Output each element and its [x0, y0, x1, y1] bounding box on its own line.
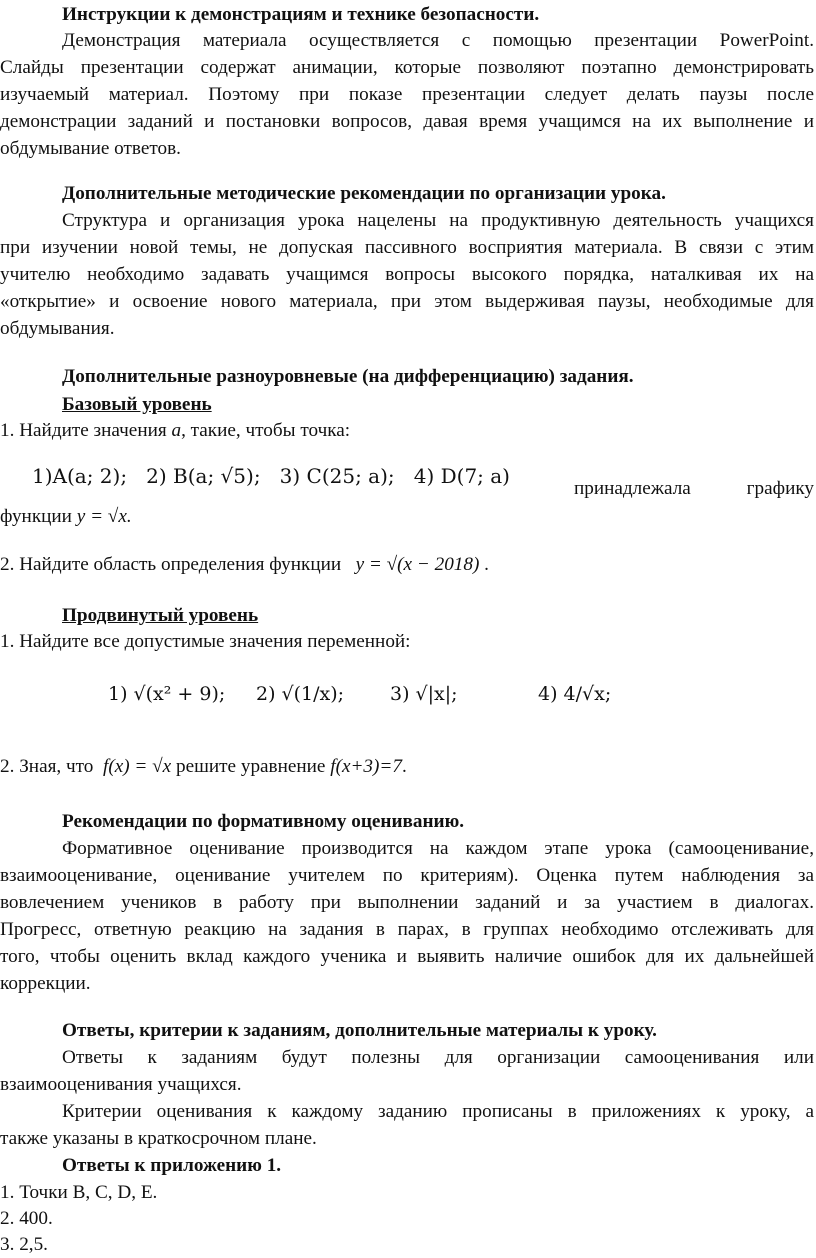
task-basic-1: 1. Найдите значения a, такие, чтобы точка:	[0, 420, 351, 441]
section-title-methods: Дополнительные методические рекомендации по организации урока.	[62, 183, 666, 204]
paragraph-line: коррекции.	[0, 973, 91, 994]
paragraph-line: того, чтобы оценить вклад каждого ученика и выявить наличие ошибок для их дальнейшей	[0, 946, 814, 967]
paragraph-line: Демонстрация материала осуществляется с помощью презентации PowerPoint.	[62, 30, 814, 51]
task-advanced-2: 2. Зная, что f(x) = √x решите уравнение f(x+3)=7.	[0, 756, 407, 777]
answer-item: 3. 2,5.	[0, 1234, 48, 1255]
paragraph-line: Формативное оценивание производится на каждом этапе урока (самооценивание,	[62, 838, 814, 859]
section-title-safety: Инструкции к демонстрациям и технике безопасности.	[62, 4, 540, 25]
answers-title: Ответы к приложению 1.	[62, 1155, 282, 1176]
section-title-assessment: Рекомендации по формативному оцениванию.	[62, 811, 465, 832]
paragraph-line: Слайды презентации содержат анимации, которые позволяют поэтапно демонстрировать	[0, 57, 814, 78]
paragraph-line: демонстрации заданий и постановки вопросов, давая время учащимся на их выполнение и	[0, 111, 814, 132]
paragraph-line: обдумывание ответов.	[0, 138, 181, 159]
paragraph-line: Ответы к заданиям будут полезны для организации самооценивания или	[62, 1047, 814, 1068]
paragraph-line: Критерии оценивания к каждому заданию прописаны в приложениях к уроку, а	[62, 1101, 814, 1122]
equation: f(x+3)=7	[330, 756, 402, 777]
paragraph-line: Структура и организация урока нацелены на продуктивную деятельность учащихся	[62, 210, 814, 231]
task-advanced-1: 1. Найдите все допустимые значения переменной:	[0, 631, 411, 652]
answer-item: 2. 400.	[0, 1208, 53, 1229]
function-formula: y = √x.	[76, 506, 132, 527]
expression-1: 1) √(x² + 9);	[108, 683, 226, 705]
answer-item: 1. Точки B, C, D, E.	[0, 1182, 158, 1203]
paragraph-line: обдумывания.	[0, 318, 115, 339]
paragraph-line: при изучении новой темы, не допуская пассивного восприятия материала. В связи с этим	[0, 237, 814, 258]
expression-4: 4) 4/√x;	[538, 683, 612, 705]
paragraph-line: «открытие» и освоение нового материала, при этом выдерживая паузы, необходимые для	[0, 291, 814, 312]
expression-2: 2) √(1/x);	[256, 683, 345, 705]
points-formula: 1)A(a; 2); 2) B(a; √5); 3) C(25; a); 4) D(7; a)	[32, 464, 510, 488]
function-line: функции y = √x.	[0, 506, 132, 527]
paragraph-line: взаимооценивание, оценивание учителем по критериям). Оценка путем наблюдения за	[0, 865, 814, 886]
task-basic-2: 2. Найдите область определения функции y = √(x − 2018) .	[0, 554, 489, 575]
given-function-formula: f(x) = √x	[102, 756, 172, 777]
section-title-answers: Ответы, критерии к заданиям, дополнительные материалы к уроку.	[62, 1020, 657, 1041]
paragraph-line: также указаны в краткосрочном плане.	[0, 1128, 317, 1149]
belong-text: принадлежала графику	[574, 478, 814, 499]
section-title-tasks: Дополнительные разноуровневые (на дифференциацию) задания.	[62, 366, 634, 387]
paragraph-line: вовлечением учеников в работу при выполнении заданий и за участием в диалогах.	[0, 892, 814, 913]
heading-advanced-level: Продвинутый уровень	[62, 605, 259, 626]
paragraph-line: взаимооценивания учащихся.	[0, 1074, 242, 1095]
domain-formula: y = √(x − 2018)	[355, 554, 480, 575]
paragraph-line: учителю необходимо задавать учащимся вопросы высокого порядка, наталкивая их на	[0, 264, 814, 285]
paragraph-line: Прогресс, ответную реакцию на задания в парах, в группах необходимо отслеживать для	[0, 919, 814, 940]
expression-3: 3) √|x|;	[390, 683, 458, 705]
heading-basic-level: Базовый уровень	[62, 394, 212, 415]
paragraph-line: изучаемый материал. Поэтому при показе презентации следует делать паузы после	[0, 84, 814, 105]
